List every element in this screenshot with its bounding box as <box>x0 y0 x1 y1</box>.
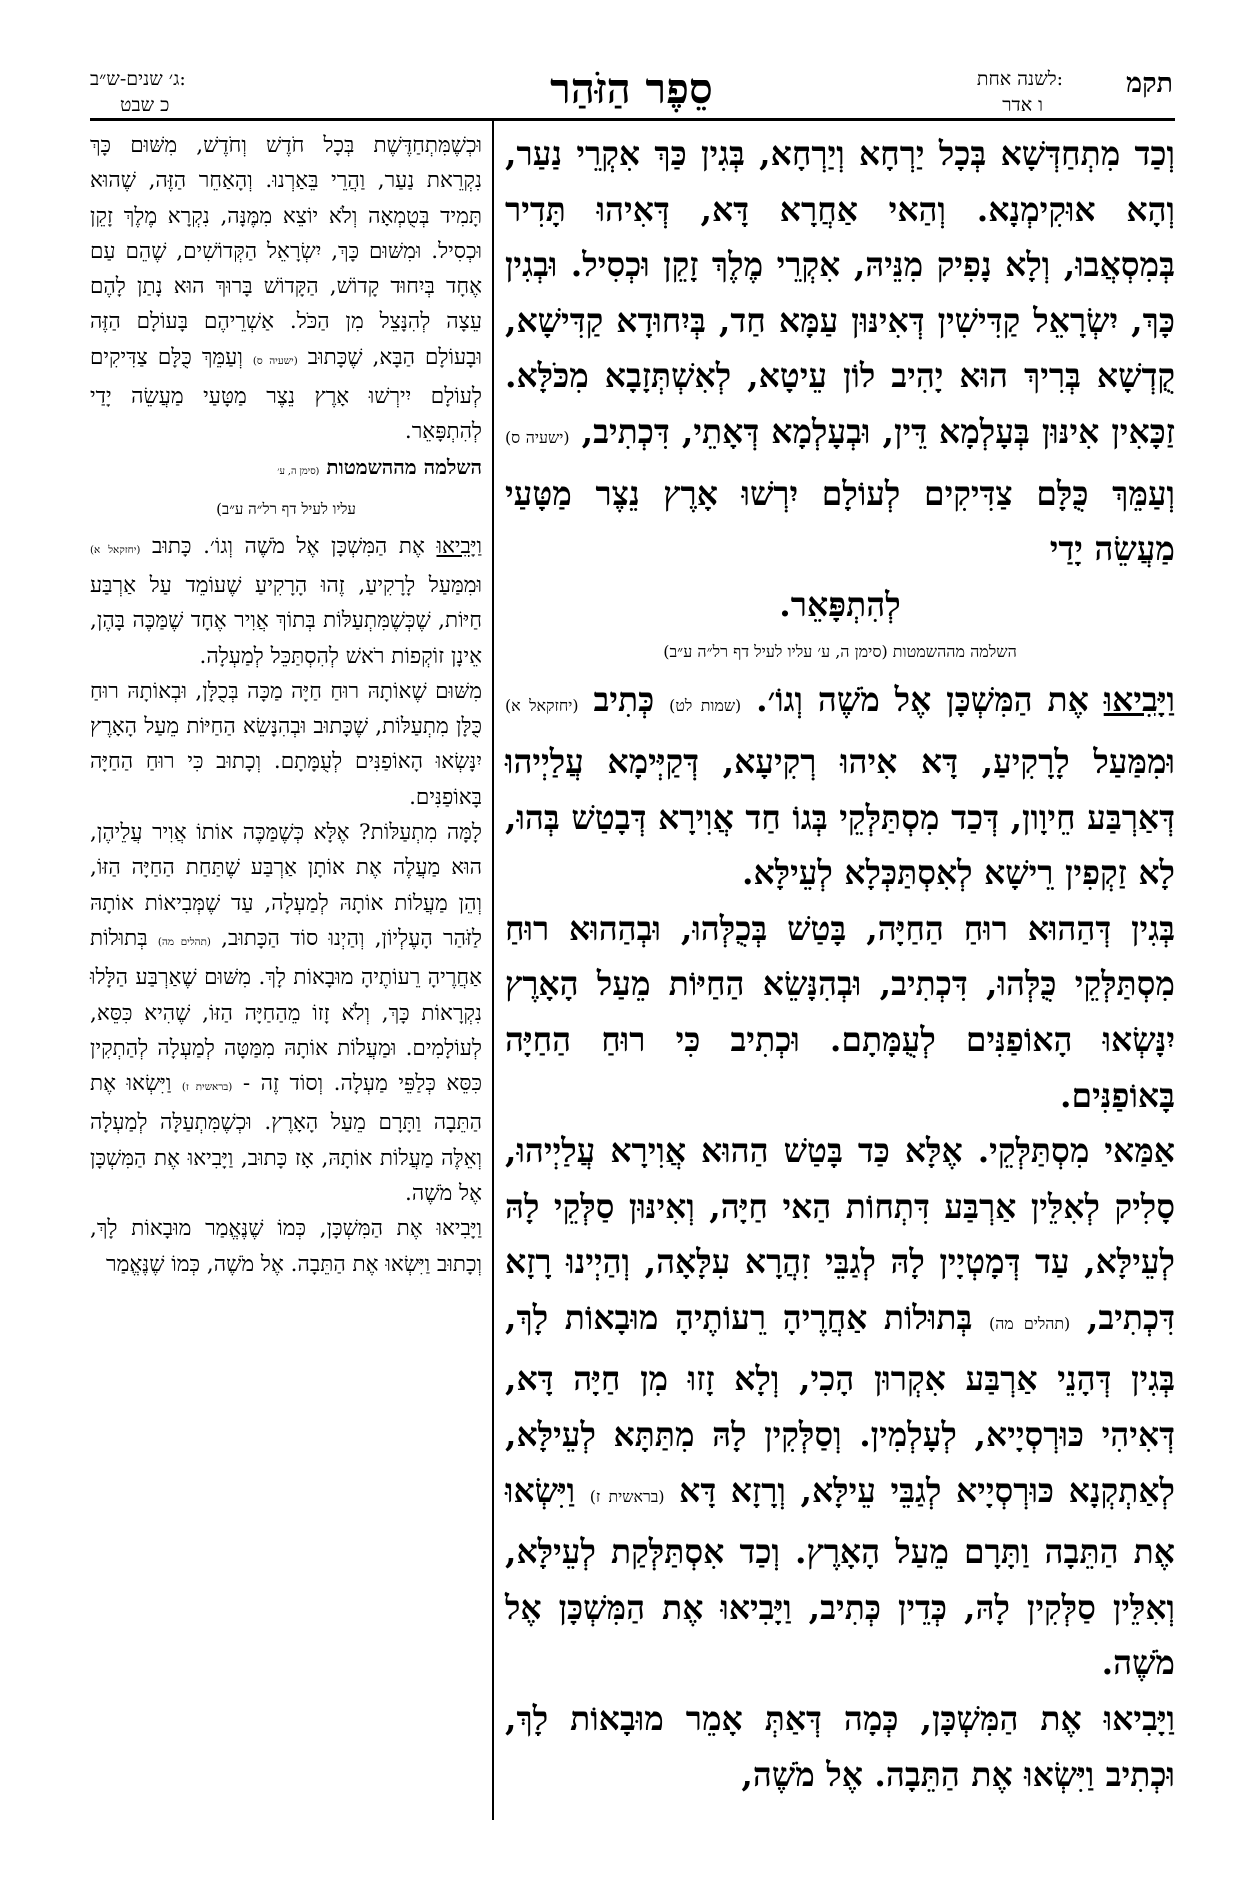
book-title: סֵפֶר הַזֹּהַר <box>550 64 713 113</box>
main-paragraph: וְכַד מִתְחַדְּשָׁא בְּכָל יַרְחָא וְיַרְחָא, בְּגִין כַּךְ אִקְרֵי נַעַר, וְהָא אוּקִימְנָא. וְהַאי אַחֲרָא דָּא, דְּאִיהוּ תָּדִיר בְּמִסְאֲבוּ, וְלָא נָפִיק מִנֵּיהּ, אִקְרֵי מֶלֶךְ זָקֵן וּכְסִיל. וּבְגִין כָּךְ, יִשְׂרָאֵל קַדִּישִׁין דְּאִינּוּן עַמָּא חַד, בְּיִחוּדָא קַדִּישָׁא, קֻדְשָׁא בְּרִיךְ הוּא יָהִיב לוֹן עֵיטָא, לְאִשְׁתְּזָבָא מִכֹּלָּא. זַכָּאִין אִינּוּן בְּעָלְמָא דֵּין, וּבְעָלְמָא דְּאָתֵי, דִּכְתִיב, (ישעיה ס) וְעַמֵּךְ כֻּלָּם צַדִּיקִים לְעוֹלָם יִרְשׁוּ אָרֶץ נֵצֶר מַטָּעַי מַעֲשֵׂה יָדַי <box>505 134 1175 569</box>
column-divider <box>492 120 494 1820</box>
completion-note-continued: עליו לעיל דף רל״ה ע״ב) <box>216 499 356 518</box>
date-right: ו אדר <box>1002 94 1043 116</box>
hebrew-translation-column <box>90 128 482 1282</box>
verse-reference: (תהלים מה) <box>989 1313 1071 1333</box>
section-opener: וַיָּבִיאוּ <box>436 533 483 559</box>
verse-reference: (יחזקאל א) <box>90 543 141 556</box>
side-paragraph: וַיָּבִיאוּ אֶת הַמִּשְׁכָּן, כְּמוֹ שֶׁנֶּאֱמַר מוּבָאוֹת לָךְ, וְכָתוּב וַיִּשְׂאוּ אֶת הַתֵּבָה. אֶל מֹשֶׁה, כְּמוֹ שֶׁנֶּאֱמַר <box>90 1216 482 1277</box>
side-paragraph: לָמָּה מִתְעַלּוֹת? אֶלָּא כְּשֶׁמַּכֶּה אוֹתוֹ אֲוִיר עֲלֵיהֶן, הוּא מַעֲלֶה אֶת אוֹתָן אַרְבַּע שֶׁתַּחַת הַחַיָּה הַזּוֹ, וְהֵן מַעֲלוֹת אוֹתָהּ לְמַעְלָה, עַד שֶׁמְּבִיאוֹת אוֹתָהּ לַזֹּהַר הָעֶלְיוֹן, וְהַיְנוּ סוֹד הַכָּתוּב, (תהלים מה) בְּתוּלוֹת אַחֲרֶיהָ רֵעוֹתֶיהָ מוּבָאוֹת לָךְ. מִשּׁוּם שֶׁאַרְבַּע הַלָּלוּ נִקְרָאוֹת כָּךְ, וְלֹא זָזוֹ מֵהַחַיָּה הַזּוֹ, שֶׁהִיא כִּסֵּא, לְעוֹלָמִים. וּמַעֲלוֹת אוֹתָהּ מִמַּטָּה לְמַעְלָה לְהַתְקִין כִּסֵּא כְּלַפֵּי מַעְלָה. וְסוֹד זֶה - (בראשית ז) וַיִּשְׂאוּ אֶת הַתֵּבָה וַתָּרָם מֵעַל הָאָרֶץ. וּכְשֶׁמִּתְעַלָּה לְמַעְלָה וְאֵלֶּה מַעֲלוֹת אוֹתָהּ, אָז כָּתוּב, וַיָּבִיאוּ אֶת הַמִּשְׁכָּן אֶל מֹשֶׁה. <box>90 820 482 1207</box>
verse-reference: (בראשית ז) <box>589 1486 665 1506</box>
main-paragraph: אַמַּאי מִסְתַּלְּקֵי. אֶלָּא כַּד בָּטַשׁ הַהוּא אֲוִירָא עֲלַיְיהוּ, סָלִיק לְאִלֵּין אַרְבַּע דִּתְחוֹת הַאי חַיָּה, וְאִינּוּן סַלְּקֵי לָהּ לְעֵילָּא, עַד דְּמָטְיָין לָהּ לְגַבֵּי זִהֲרָא עִלָּאָה, וְהַיְינוּ רָזָא דִּכְתִיב, (תהלים מה) בְּתוּלוֹת אַחֲרֶיהָ רֵעוֹתֶיהָ מוּבָאוֹת לָךְ, בְּגִין דְּהָנֵי אַרְבַּע אִקְרוּן הָכִי, וְלָא זָזוּ מִן חַיָּה דָּא, דְּאִיהִי כּוּרְסְיָיא, לְעָלְמִין. וְסַלְּקִין לָהּ מִתַּתָּא לְעֵילָּא, לְאַתְקְנָא כּוּרְסְיָיא לְגַבֵּי עֵילָּא, וְרָזָא דָּא (בראשית ז) וַיִּשְׂאוּ אֶת הַתֵּבָה וַתָּרָם מֵעַל הָאָרֶץ. וְכַד אִסְתַּלְּקַת לְעֵילָּא, וְאִלֵּין סַלְּקִין לָהּ, כְּדֵין כְּתִיב, וַיָּבִיאוּ אֶת הַמִּשְׁכָּן אֶל מֹשֶׁה. <box>505 1131 1175 1683</box>
verse-reference: (ישעיה ס) <box>505 427 570 447</box>
side-paragraph: וּכְשֶׁמִּתְחַדֶּשֶׁת בְּכָל חֹדֶשׁ וְחֹדֶשׁ, מִשּׁוּם כָּךְ נִקְרֵאת נַעַר, וַהֲרֵי בֵּאַרְנוּ. וְהָאַחֵר הַזֶּה, שֶׁהוּא תָּמִיד בְּטֻמְאָה וְלֹא יוֹצֵא מִמֶּנָּה, נִקְרָא מֶלֶךְ זָקֵן וּכְסִיל. וּמִשּׁוּם כָּךְ, יִשְׂרָאֵל הַקְּדוֹשִׁים, שֶׁהֵם עַם אֶחָד בְּיִחוּד קָדוֹשׁ, הַקָּדוֹשׁ בָּרוּךְ הוּא נָתַן לָהֶם עֵצָה לְהִנָּצֵל מִן הַכֹּל. אַשְׁרֵיהֶם בָּעוֹלָם הַזֶּה וּבָעוֹלָם הַבָּא, שֶׁכָּתוּב (ישעיה ס) וְעַמֵּךְ כֻּלָּם צַדִּיקִים לְעוֹלָם יִירְשׁוּ אָרֶץ נֵצֶר מַטָּעַי מַעֲשֵׂה יָדַי לְהִתְפָּאֵר. <box>90 133 482 445</box>
section-opener: וַיָּבִיאוּ <box>1103 680 1175 720</box>
aramaic-column <box>505 126 1175 1802</box>
completion-note: השלמה מההשמטות (סימן ה, ע׳ <box>277 454 482 479</box>
verse-reference: (בראשית ז) <box>181 1081 233 1094</box>
verse-reference: (ישעיה ס) <box>252 354 298 367</box>
side-paragraph: וַיָּבִיאוּ אֶת הַמִּשְׁכָּן אֶל מֹשֶׁה וְגוֹ׳. כָּתוּב (יחזקאל א) וּמִמַּעַל לָרָקִיעַ, זֶהוּ הָרָקִיעַ שֶׁעוֹמֵד עַל אַרְבַּע חַיּוֹת, שֶׁכְּשֶׁמִּתְעַלּוֹת בְּתוֹךְ אֲוִיר אֶחָד שֶׁמַּכֶּה בָּהֶן, אֵינָן זוֹקְפוֹת רֹאשׁ לְהִסְתַּכֵּל לְמַעְלָה. <box>90 533 483 669</box>
verse-reference: (תהלים מה) <box>157 935 211 948</box>
main-paragraph: וַיָּבִיאוּ אֶת הַמִּשְׁכָּן, כְּמָה דְּאַתְּ אָמֵר מוּבָאוֹת לָךְ, וּכְתִיב וַיִּשְׂאוּ אֶת הַתֵּבָה. אֶל מֹשֶׁה, <box>505 1699 1175 1794</box>
page-header <box>90 64 1173 118</box>
study-cycle-left: ג׳ שנים-ש״ב: <box>90 68 186 90</box>
completion-note: השלמה מההשמטות (סימן ה, ע׳ עליו לעיל דף רל״ה ע״ב) <box>663 642 1017 662</box>
side-paragraph: מִשּׁוּם שֶׁאוֹתָהּ רוּחַ חַיָּה מַכָּה בְּכֻלָּן, וּבְאוֹתָהּ רוּחַ כֻּלָּן מִתְעַלּוֹת, שֶׁכָּתוּב וּבְהִנָּשֵׂא הַחַיּוֹת מֵעַל הָאָרֶץ יִנָּשְׂאוּ הָאוֹפַנִּים לְעֻמָּתָם. וְכָתוּב כִּי רוּחַ הַחַיָּה בָּאוֹפַנִּים. <box>90 678 482 810</box>
main-paragraph: וַיָּבִיאוּ אֶת הַמִּשְׁכָּן אֶל מֹשֶׁה וְגוֹ׳. (שמות לט) כְּתִיב (יחזקאל א) וּמִמַּעַל לָרָקִיעַ, דָּא אִיהוּ רְקִיעָא, דְּקַיְּימָא עֲלַיְיהוּ דְּאַרְבַּע חֵיוָון, דְּכַד מִסְתַּלְּקֵי בְּגוֹ חַד אֲוִירָא דְּבָטַשׁ בְּהוּ, לָא זַקְפִין רֵישָׁא לְאִסְתַּכְּלָא לְעֵילָּא. <box>505 680 1175 893</box>
header-divider <box>90 118 1175 121</box>
main-paragraph-end: לְהִתְפָּאֵר. <box>779 584 901 624</box>
page-number: תקמ <box>1126 68 1173 99</box>
main-paragraph: בְּגִין דְּהַהוּא רוּחַ הַחַיָּה, בָּטַשׁ בְּכֻלְּהוּ, וּבְהַהוּא רוּחַ מִסְתַּלְּקֵי כֻּלְּהוּ, דִּכְתִיב, וּבְהִנָּשֵׂא הַחַיּוֹת מֵעַל הָאָרֶץ יִנָּשְׂאוּ הָאוֹפַנִּים לְעֻמָּתָם. וּכְתִיב כִּי רוּחַ הַחַיָּה בָּאוֹפַנִּים. <box>505 908 1175 1115</box>
study-cycle-right: לשנה אחת: <box>976 68 1063 90</box>
verse-reference: (יחזקאל א) <box>505 696 579 716</box>
verse-reference: (שמות לט) <box>669 696 742 716</box>
date-left: כ שבט <box>120 94 170 116</box>
